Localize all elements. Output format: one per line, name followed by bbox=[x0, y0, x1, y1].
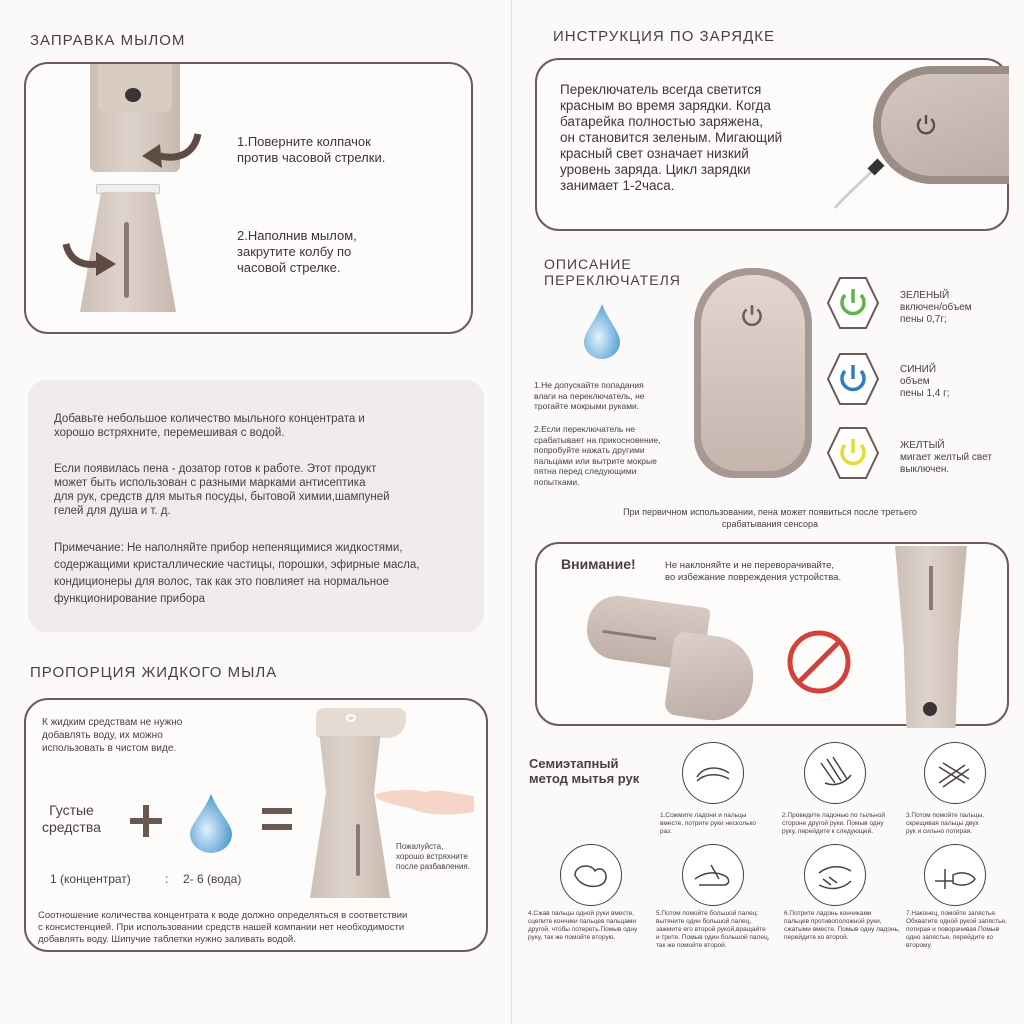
shake-note: Пожалуйста, хорошо встряхните после разбавления. bbox=[396, 842, 470, 871]
handwash-step2-text: 2.Проведите ладонью по тыльной стороне другой руки. Помыв одну руку, перейдите к следующей. bbox=[782, 812, 886, 835]
proportion-panel bbox=[24, 698, 488, 952]
tilted-dispenser-head-image bbox=[664, 631, 759, 726]
switch-warning-2: 2.Если переключатель не срабатывает на прикосновение, попробуйте нажать другими пальцами или вытрите мокрые пятна перед следующими попытками. bbox=[534, 424, 661, 487]
refill-heading: ЗАПРАВКА МЫЛОМ bbox=[30, 32, 186, 49]
refill-step2: 2.Наполнив мылом, закрутите колбу по часовой стрелке. bbox=[237, 228, 357, 275]
dispenser-head-image bbox=[316, 708, 406, 738]
handwash-step4-icon bbox=[560, 844, 622, 906]
equals-icon bbox=[262, 808, 292, 814]
handwash-step6-icon bbox=[804, 844, 866, 906]
refill-step1: 1.Поверните колпачок против часовой стрелки. bbox=[237, 134, 386, 165]
power-icon bbox=[913, 112, 939, 138]
blue-mode-label: СИНИЙ объем пены 1,4 г; bbox=[900, 364, 950, 399]
handwash-step1-icon bbox=[682, 742, 744, 804]
ratio-colon: : bbox=[165, 872, 169, 886]
handwash-step1-text: 1.Сожмите ладони и пальцы вместе, потрите руки несколько раз. bbox=[660, 812, 757, 835]
refill-panel bbox=[24, 62, 473, 334]
handwash-step3-text: 3.Потом помойте пальцы, скрещивая пальцы двух рук и сильно потирая. bbox=[906, 812, 985, 835]
switch-top-image bbox=[694, 268, 812, 478]
attention-title: Внимание! bbox=[561, 556, 636, 572]
attention-panel bbox=[535, 542, 1009, 726]
usb-cable-icon bbox=[833, 158, 893, 210]
handwash-title: Семиэтапный метод мытья рук bbox=[529, 756, 640, 786]
power-icon-large bbox=[738, 302, 766, 330]
note-paragraph-2: Если появилась пена - дозатор готов к работе. Этот продукт может быть использован с разными марками антисептика для рук, средств для мытья посуды, бытовой химии,шампуней гелей для душа и т. д. bbox=[54, 463, 390, 517]
proportion-heading: ПРОПОРЦИЯ ЖИДКОГО МЫЛА bbox=[30, 664, 278, 681]
handwash-step6-text: 6.Потрите ладонь кончиками пальцев противоположной руки, сжатыми вместе. Помыв одну ладонь, перейдите ко второй. bbox=[784, 910, 900, 941]
charging-panel bbox=[535, 58, 1009, 231]
green-power-icon bbox=[826, 276, 880, 330]
green-mode-label: ЗЕЛЕНЫЙ включен/объем пены 0,7г; bbox=[900, 290, 972, 325]
plus-icon-vertical bbox=[143, 805, 149, 837]
proportion-footer: Соотношение количества концентрата к воде должно определяться в соответствии с консистенцией. При использовании средств нашей компании нет необходимости добавлять воду. Шипучие таблетки нужно заливать водой. bbox=[38, 910, 408, 945]
handwash-step7-text: 7.Наконец, помойте запястья. Обхватите одной рукой запястье, потирая и поворачивая.Помыв одно запястье, перейдите ко второму. bbox=[906, 910, 1007, 949]
equals-icon-bottom bbox=[262, 824, 292, 830]
arrow-right-icon bbox=[62, 238, 118, 278]
attention-text: Не наклоняйте и не переворачивайте, во избежание повреждения устройства. bbox=[665, 560, 842, 583]
fold-line bbox=[511, 0, 512, 1024]
water-drop-icon bbox=[188, 792, 234, 854]
inverted-dispenser-image bbox=[895, 546, 967, 728]
note-paragraph-3: Примечание: Не наполняйте прибор непенящимися жидкостями, содержащими кристаллические частицы, порошки, эфирные масла, кондиционеры для волос, так как это повлияет на нормальное функционирование прибора bbox=[54, 542, 420, 605]
yellow-power-icon bbox=[826, 426, 880, 480]
handwash-step3-icon bbox=[924, 742, 986, 804]
ratio-concentrate: 1 (концентрат) bbox=[50, 872, 131, 886]
charging-text: Переключатель всегда светится красным во время зарядки. Когда батарейка полностью заряжена, он становится зеленым. Мигающий красный свет означает низкий уровень заряда. Цикл зарядки занимает 1-2часа. bbox=[560, 82, 783, 193]
device-top-image bbox=[873, 66, 1009, 184]
arrow-left-icon bbox=[138, 130, 202, 170]
handwash-step7-icon bbox=[924, 844, 986, 906]
hand-image bbox=[370, 778, 478, 818]
prohibited-icon bbox=[785, 628, 853, 696]
handwash-step4-text: 4.Сжав пальцы одной руки вместе, сцепите кончики пальцев пальцами другой, чтобы потереть.Помыв одну руку, так же помойте вторую. bbox=[528, 910, 638, 941]
switch-warning-1: 1.Не допускайте попадания влаги на переключатель, не трогайте мокрыми руками. bbox=[534, 380, 645, 411]
switch-heading: ОПИСАНИЕ ПЕРЕКЛЮЧАТЕЛЯ bbox=[544, 256, 681, 288]
thick-products-label: Густые средства bbox=[42, 802, 101, 835]
handwash-step2-icon bbox=[804, 742, 866, 804]
water-drop-icon-small bbox=[582, 302, 622, 362]
proportion-intro: К жидким средствам не нужно добавлять воду, их можно использовать в чистом виде. bbox=[42, 717, 183, 754]
info-note-block bbox=[28, 380, 484, 632]
handwash-step5-text: 5.Потом помойте большой палец: вытяните один большой палец, зажмите его второй рукой,вращайте и трите. Помыв один большой палец, так же помойте второй. bbox=[656, 910, 770, 949]
ratio-water: 2- 6 (вода) bbox=[183, 872, 242, 886]
first-use-note: При первичном использовании, пена может появиться после третьего срабатывания сенсора bbox=[623, 507, 917, 529]
charging-heading: ИНСТРУКЦИЯ ПО ЗАРЯДКЕ bbox=[553, 28, 776, 45]
note-paragraph-1: Добавьте небольшое количество мыльного концентрата и хорошо встряхните, перемешивая с водой. bbox=[54, 413, 365, 439]
yellow-mode-label: ЖЕЛТЫЙ мигает желтый свет выключен. bbox=[900, 440, 992, 475]
blue-power-icon bbox=[826, 352, 880, 406]
handwash-step5-icon bbox=[682, 844, 744, 906]
